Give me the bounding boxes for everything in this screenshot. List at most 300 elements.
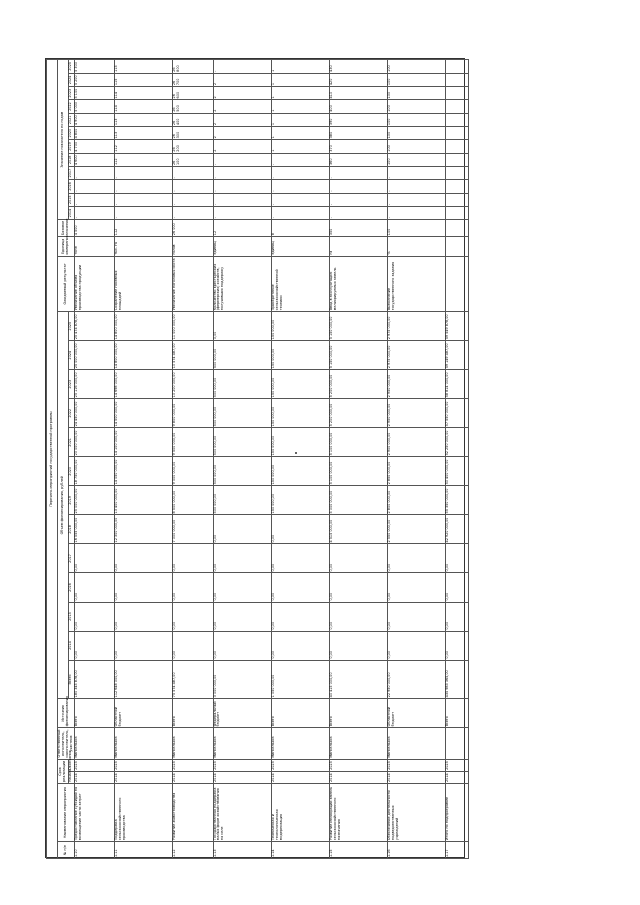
row-year-value: 150 000,00 [271, 457, 329, 486]
table-row [329, 60, 387, 859]
row-result [446, 256, 469, 312]
row-target-value: 26 400 [173, 113, 213, 126]
row-target-value: 26 600 [173, 87, 213, 100]
row-year-value: 14 050 000,00 [114, 457, 172, 486]
row-target-value: - [213, 206, 271, 219]
row-year-value: 25 000 000,00 [74, 486, 114, 515]
row-source: Всего [446, 699, 469, 728]
header-target-year: 2018 [68, 153, 74, 166]
row-executor: Минсельхоз [213, 728, 271, 759]
row-number: 1.10 [74, 842, 114, 859]
row-base [446, 220, 469, 237]
row-source: Всего [173, 699, 213, 728]
row-base: 4 500 [74, 220, 114, 237]
row-target-value: 4 600 [74, 153, 114, 166]
row-target-value: - [213, 60, 271, 74]
row-year-value: 150 000,00 [271, 399, 329, 428]
row-start: 2014 [271, 771, 329, 783]
row-year-value: 0,00 [329, 602, 387, 631]
row-name: Обеспечение деятельности подведомственных учреждений [388, 783, 446, 841]
row-year-value: 52 250 000,00 [446, 428, 469, 457]
row-year-value: 0,00 [388, 602, 446, 631]
row-year-value: 0,00 [114, 602, 172, 631]
row-target-value: 100 [388, 153, 446, 166]
row-target-value: 4 700 [74, 140, 114, 153]
row-end: 2025 [213, 759, 271, 771]
row-year-value: 2 950 000,00 [388, 370, 446, 399]
row-unit: % [388, 237, 446, 256]
row-year-value: 150 000,00 [271, 312, 329, 341]
header-target-year: 2025 [68, 60, 74, 74]
row-base: 8 [271, 220, 329, 237]
row-year-value: 0,00 [173, 631, 213, 660]
row-year-value: 4 515 000,00 [329, 515, 387, 544]
row-target-value: 1 [271, 140, 329, 153]
row-target-value [446, 180, 469, 193]
row-target-value: 114 [114, 100, 172, 113]
row-number: 1.17 [446, 842, 469, 859]
row-target-value [446, 140, 469, 153]
row-target-value: 2 [213, 140, 271, 153]
row-base: 350 [329, 220, 387, 237]
row-year-value: 57 550 000,00 [446, 399, 469, 428]
row-total: 22 950 000,00 [388, 660, 446, 699]
row-year-value: 9 500 000,00 [173, 428, 213, 457]
row-year-value: 7 000 000,00 [173, 515, 213, 544]
row-year-value: 150 000,00 [271, 370, 329, 399]
row-end: 2025 [329, 759, 387, 771]
header-target-year: 2020 [68, 127, 74, 140]
row-year-value: 2 975 000,00 [388, 341, 446, 370]
row-year-value: 500 000,00 [213, 486, 271, 515]
row-start: 2014 [329, 771, 387, 783]
row-number: 1.12 [173, 842, 213, 859]
row-year-value: 0,00 [446, 573, 469, 602]
row-target-value: 100 [388, 127, 446, 140]
row-name: Предоставление субсидий на возмещение части затрат [74, 783, 114, 841]
row-total: 435 983 365,00 [446, 660, 469, 699]
row-year-value: 2 975 000,00 [388, 312, 446, 341]
table-row [446, 60, 469, 859]
row-target-value: 1 [271, 73, 329, 86]
row-executor: Минсельхоз [173, 728, 213, 759]
row-target-value: 430 [329, 60, 387, 74]
row-year-value: 12 300 000,00 [114, 515, 172, 544]
table-title: Перечень мероприятий государственной программы [47, 60, 58, 859]
header-funding: Объем финансирования, рублей [58, 312, 69, 699]
row-year-value: 0,00 [213, 631, 271, 660]
header-unit: Единица измерения [58, 237, 75, 256]
header-funding-year: 2017 [68, 544, 74, 573]
row-year-value: 500 000,00 [213, 457, 271, 486]
row-year-value: 2 850 000,00 [388, 457, 446, 486]
table-row [388, 60, 446, 859]
row-year-value: 0,00 [74, 544, 114, 573]
row-source: Всего [271, 699, 329, 728]
row-year-value: 0,00 [388, 631, 446, 660]
row-year-value: 11 000 000,00 [173, 312, 213, 341]
row-result: Увеличение объема производства продукции [74, 256, 114, 312]
header-num: № п/п [58, 842, 75, 859]
row-target-value: 1 [271, 60, 329, 74]
row-target-value: 2 [213, 87, 271, 100]
row-target-value: 26 500 [173, 100, 213, 113]
row-start: 2014 [213, 771, 271, 783]
row-source: Всего [329, 699, 387, 728]
header-funding-year: 2014 [68, 631, 74, 660]
row-year-value: 0,00 [271, 573, 329, 602]
row-year-value: 0,00 [271, 602, 329, 631]
row-target-value: 113 [114, 113, 172, 126]
header-funding-year: 2018 [68, 515, 74, 544]
row-target-value: 113 [114, 127, 172, 140]
row-target-value: - [173, 167, 213, 180]
row-total: 40 415 000,00 [329, 660, 387, 699]
row-unit: тонн [74, 237, 114, 256]
header-target-year: 2017 [68, 167, 74, 180]
row-target-value: 100 [388, 113, 446, 126]
row-year-value: 5 200 000,00 [329, 399, 387, 428]
row-year-value: 10 200 000,00 [173, 370, 213, 399]
row-year-value: 0,00 [74, 631, 114, 660]
row-total: 180 345 878,00 [74, 660, 114, 699]
row-total: 3 000 000,00 [213, 660, 271, 699]
row-year-value: 14 698 000,00 [114, 370, 172, 399]
row-target-value: 2 [213, 127, 271, 140]
row-target-value: 26 100 [173, 153, 213, 166]
row-end: 2025 [74, 759, 114, 771]
row-target-value: - [74, 206, 114, 219]
header-funding-year: 2016 [68, 573, 74, 602]
row-target-value: - [114, 167, 172, 180]
row-year-value: 0,00 [446, 602, 469, 631]
row-year-value: 14 800 000,00 [114, 312, 172, 341]
row-target-value: 4 800 [74, 127, 114, 140]
row-year-value: 0,00 [173, 602, 213, 631]
row-start: 2014 [173, 771, 213, 783]
row-year-value: 5 150 000,00 [329, 341, 387, 370]
row-result: Увеличение поголовья скота [173, 256, 213, 312]
table-row [213, 60, 271, 859]
row-target-value [446, 113, 469, 126]
row-year-value: 2 900 000,00 [388, 428, 446, 457]
row-target-value: 360 [329, 153, 387, 166]
row-target-value: - [114, 206, 172, 219]
header-source: Источник финансирования [58, 699, 75, 728]
row-end: 2025 [271, 759, 329, 771]
row-result: Ввод в эксплуатацию мелиорируемых земель [329, 256, 387, 312]
row-year-value: 0,00 [329, 573, 387, 602]
row-unit: тыс. га [114, 237, 172, 256]
row-target-value: - [329, 167, 387, 180]
header-funding-year: 2020 [68, 457, 74, 486]
row-year-value: 18 750 000,00 [74, 457, 114, 486]
header-target-year: 2016 [68, 180, 74, 193]
row-target-value: - [271, 167, 329, 180]
row-year-value: 50 400 000,00 [446, 457, 469, 486]
row-year-value: 0,00 [213, 573, 271, 602]
row-executor [446, 728, 469, 759]
row-base: 26 000 [173, 220, 213, 237]
row-name: Поддержка сельскохозяйственного производства [114, 783, 172, 841]
row-number: 1.11 [114, 842, 172, 859]
row-end: 2025 [173, 759, 213, 771]
row-target-value: 100 [388, 60, 446, 74]
row-target-value: 115 [114, 60, 172, 74]
row-year-value: 500 000,00 [213, 428, 271, 457]
row-target-value: 115 [114, 73, 172, 86]
row-target-value: 26 300 [173, 127, 213, 140]
row-year-value: 0,00 [271, 544, 329, 573]
row-year-value: 5 100 000,00 [329, 457, 387, 486]
row-name: Развитие мелиорации земель сельскохозяйственного назначения [329, 783, 387, 841]
row-target-value: 100 [388, 140, 446, 153]
row-target-value: 5 100 [74, 87, 114, 100]
row-year-value: 0,00 [213, 515, 271, 544]
row-year-value: 14 500 000,00 [114, 399, 172, 428]
row-target-value: - [329, 206, 387, 219]
row-start: 2014 [388, 771, 446, 783]
header-total: Всего [68, 660, 74, 699]
row-target-value: 420 [329, 73, 387, 86]
row-target-value: - [271, 206, 329, 219]
row-year-value: 14 100 000,00 [114, 428, 172, 457]
row-target-value: - [213, 167, 271, 180]
header-target-year: 2023 [68, 87, 74, 100]
row-target-value: 2 [213, 73, 271, 86]
row-source: Федеральный бюджет [213, 699, 271, 728]
row-year-value: 0,00 [173, 573, 213, 602]
row-target-value [446, 153, 469, 166]
row-year-value: 9 000 000,00 [173, 457, 213, 486]
row-target-value: 2 [213, 113, 271, 126]
table-row [114, 60, 172, 859]
row-year-value: 0,00 [114, 631, 172, 660]
row-year-value: 13 400 000,00 [114, 486, 172, 515]
row-unit: единиц [271, 237, 329, 256]
row-number: 1.15 [329, 842, 387, 859]
row-target-value: 2 [213, 100, 271, 113]
row-target-value: - [271, 180, 329, 193]
header-target-year: 2014 [68, 206, 74, 219]
row-year-value: 24 450 000,00 [74, 399, 114, 428]
header-target-year: 2021 [68, 113, 74, 126]
row-year-value: 25 000 000,00 [74, 341, 114, 370]
row-target-value: 112 [114, 153, 172, 166]
row-target-value [446, 167, 469, 180]
row-target-value: 26 700 [173, 73, 213, 86]
row-year-value: 0,00 [446, 544, 469, 573]
row-year-value: 0,00 [114, 544, 172, 573]
row-year-value: 59 549 878,00 [446, 312, 469, 341]
header-funding-year: 2022 [68, 399, 74, 428]
row-target-value [446, 73, 469, 86]
row-year-value: 0,00 [213, 602, 271, 631]
row-executor: Минсельхоз [271, 728, 329, 759]
row-number: 1.16 [388, 842, 446, 859]
row-number: 1.14 [271, 842, 329, 859]
row-start: 2014 [114, 771, 172, 783]
row-year-value: 25 116 000,00 [74, 370, 114, 399]
row-target-value: 100 [388, 100, 446, 113]
row-target-value: 410 [329, 87, 387, 100]
header-funding-year: 2019 [68, 486, 74, 515]
header-name: Наименование мероприятия [58, 783, 75, 841]
row-year-value: 14 800 000,00 [114, 341, 172, 370]
row-target-value: 370 [329, 140, 387, 153]
row-target-value: 390 [329, 113, 387, 126]
row-year-value: 42 920 000,00 [446, 515, 469, 544]
row-target-value: 380 [329, 127, 387, 140]
row-target-value [446, 87, 469, 100]
row-unit: единиц [213, 237, 271, 256]
row-target-value: - [329, 193, 387, 206]
row-target-value [446, 206, 469, 219]
row-target-value: 26 200 [173, 140, 213, 153]
row-executor: Минсельхоз [329, 728, 387, 759]
row-year-value: 5 100 000,00 [329, 428, 387, 457]
row-result: Сохранение посевных площадей [114, 256, 172, 312]
row-executor: Минсельхоз [114, 728, 172, 759]
row-year-value: 5 150 000,00 [329, 312, 387, 341]
row-year-value: 9 800 000,00 [173, 399, 213, 428]
row-target-value: 4 900 [74, 113, 114, 126]
row-year-value: 10 574 487,00 [173, 341, 213, 370]
row-year-value: 0,00 [329, 544, 387, 573]
row-year-value: 58 814 000,00 [446, 370, 469, 399]
header-target-year: 2022 [68, 100, 74, 113]
row-year-value: 0,00 [213, 312, 271, 341]
row-year-value: 2 550 000,00 [388, 515, 446, 544]
program-table [46, 59, 469, 859]
row-target-value: 114 [114, 87, 172, 100]
row-target-value: 100 [388, 87, 446, 100]
header-funding-year: 2015 [68, 602, 74, 631]
row-end: 2025 [388, 759, 446, 771]
header-executor: Ответственный исполнитель, соисполнитель, участник [57, 729, 73, 758]
row-year-value: 2 800 000,00 [388, 486, 446, 515]
row-name: Техническая и технологическая модернизация [271, 783, 329, 841]
row-target-value: - [388, 180, 446, 193]
row-target-value: 1 [271, 87, 329, 100]
row-year-value: 0,00 [388, 544, 446, 573]
row-target-value: - [74, 180, 114, 193]
row-result: Количество крестьянских (фермерских) хозяйств, получивших поддержку [213, 256, 271, 312]
rotated-table-wrapper [46, 59, 466, 859]
row-target-value: - [74, 167, 114, 180]
row-year-value: 0,00 [173, 544, 213, 573]
header-deadline: Срок реализации [58, 759, 69, 783]
row-year-value: 55 350 000,00 [446, 486, 469, 515]
header-target-year: 2024 [68, 73, 74, 86]
row-target-value: - [271, 153, 329, 166]
row-unit: голов [173, 237, 213, 256]
row-year-value: 8 500 000,00 [173, 486, 213, 515]
row-unit: га [329, 237, 387, 256]
row-number: 1.13 [213, 842, 271, 859]
row-base: 112 [114, 220, 172, 237]
row-year-value: 0,00 [388, 573, 446, 602]
row-target-value: - [388, 167, 446, 180]
row-year-value: 20 000 000,00 [74, 428, 114, 457]
row-target-value: - [388, 193, 446, 206]
header-funding-year: 2024 [68, 341, 74, 370]
row-year-value: 2 950 000,00 [388, 399, 446, 428]
row-year-value: 500 000,00 [213, 399, 271, 428]
row-target-value [446, 60, 469, 74]
row-unit [446, 237, 469, 256]
row-year-value: 0,00 [213, 544, 271, 573]
row-start: 2014 [74, 771, 114, 783]
row-target-value [446, 100, 469, 113]
row-source: Областной бюджет [388, 699, 446, 728]
row-year-value: 500 000,00 [213, 341, 271, 370]
row-target-value: - [114, 193, 172, 206]
row-end: 2025 [114, 759, 172, 771]
table-row [173, 60, 213, 859]
row-name: Итого по подпрограмме [446, 783, 469, 841]
document-sheet [45, 58, 465, 858]
row-target-value: - [388, 206, 446, 219]
row-target-value: - [114, 180, 172, 193]
row-source: Областной бюджет [114, 699, 172, 728]
row-year-value: 59 149 487,00 [446, 341, 469, 370]
row-executor: Минсельхоз [74, 728, 114, 759]
row-target-value [446, 193, 469, 206]
row-year-value: 0,00 [271, 631, 329, 660]
row-target-value: - [271, 193, 329, 206]
header-funding-year: 2021 [68, 428, 74, 457]
row-target-value: - [213, 193, 271, 206]
header-deadline-start: Начало [68, 769, 73, 782]
row-base: 100 [388, 220, 446, 237]
row-target-value: - [329, 180, 387, 193]
row-year-value: 5 200 000,00 [329, 370, 387, 399]
row-start: 2014 [446, 771, 469, 783]
row-year-value: 16 555 000,00 [74, 515, 114, 544]
row-target-value: 5 000 [74, 100, 114, 113]
row-year-value: 0,00 [74, 602, 114, 631]
row-year-value: 150 000,00 [271, 486, 329, 515]
row-target-value: 112 [114, 140, 172, 153]
row-target-value: - [213, 153, 271, 166]
row-source: Всего [74, 699, 114, 728]
header-result: Ожидаемый результат [58, 256, 75, 312]
row-year-value: 0,00 [329, 631, 387, 660]
header-target-year: 2015 [68, 193, 74, 206]
row-year-value: 5 000 000,00 [329, 486, 387, 515]
row-target-value [446, 127, 469, 140]
header-target-year: 2019 [68, 140, 74, 153]
row-total: 112 648 000,00 [114, 660, 172, 699]
row-executor: Минсельхоз [388, 728, 446, 759]
row-target-value: 26 800 [173, 60, 213, 74]
row-target-value: - [173, 206, 213, 219]
row-year-value: 150 000,00 [271, 341, 329, 370]
row-target-value: 1 [271, 127, 329, 140]
row-target-value: - [74, 193, 114, 206]
header-funding-year: 2025 [68, 312, 74, 341]
table-row [74, 60, 114, 859]
row-target-value: 5 200 [74, 73, 114, 86]
header-funding-year: 2023 [68, 370, 74, 399]
row-result: Выполнение государственного задания [388, 256, 446, 312]
row-target-value: - [173, 180, 213, 193]
row-target-value: 1 [271, 100, 329, 113]
row-end: 2025 [446, 759, 469, 771]
row-target-value: - [173, 193, 213, 206]
row-base: 12 [213, 220, 271, 237]
